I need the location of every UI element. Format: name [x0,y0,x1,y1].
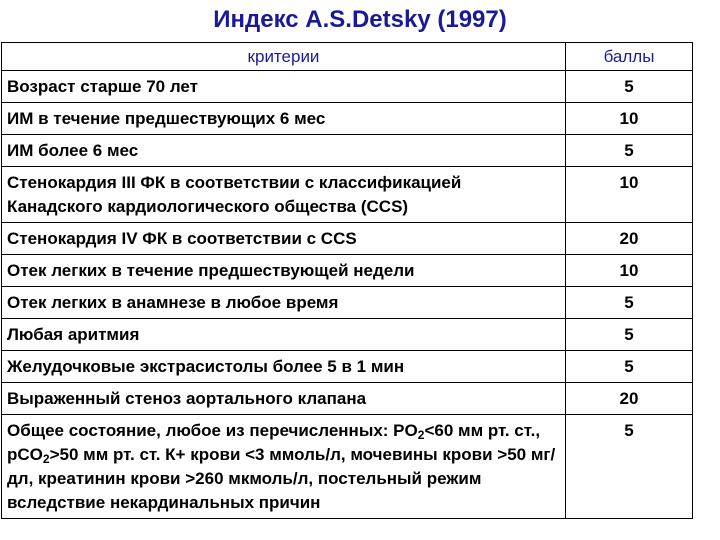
criterion-cell: Желудочковые экстрасистолы более 5 в 1 мин [2,351,566,383]
criterion-text-part: >50 мм рт. ст. К+ крови <3 ммоль/л, мочевины крови >50 мг/дл, креатинин крови >260 мкмоль/л, постельный режим вследствие некардинальных причин [7,445,556,512]
table-row [2,287,693,319]
criterion-text-part: <60 мм рт. ст., pCO [7,421,541,464]
criterion-cell: Стенокардия III ФК в соответствии с классификацией Канадского кардиологического общества (CCS) [2,167,566,223]
points-cell: 5 [566,415,693,519]
points-cell: 20 [566,383,693,415]
detsky-index-table [1,42,693,519]
points-cell: 5 [566,135,693,167]
points-cell: 5 [566,319,693,351]
table-row [2,135,693,167]
table-row [2,223,693,255]
table-row [2,383,693,415]
criterion-cell: ИМ в течение предшествующих 6 мес [2,103,566,135]
table-row [2,319,693,351]
criterion-cell-general-condition [2,415,566,519]
points-cell: 5 [566,351,693,383]
page-title: Индекс A.S.Detsky (1997) [213,6,507,33]
column-header-points: баллы [566,43,693,71]
table-row [2,415,693,519]
criterion-cell: Стенокардия IV ФК в соответствии с CCS [2,223,566,255]
table-row [2,167,693,223]
criterion-cell: Возраст старше 70 лет [2,71,566,103]
points-cell: 20 [566,223,693,255]
criterion-cell: ИМ более 6 мес [2,135,566,167]
table-row [2,103,693,135]
points-cell: 10 [566,167,693,223]
points-cell: 5 [566,287,693,319]
criterion-cell: Отек легких в течение предшествующей недели [2,255,566,287]
points-cell: 10 [566,103,693,135]
table-header-row [2,43,693,71]
points-cell: 10 [566,255,693,287]
criterion-text-part: Общее состояние, любое из перечисленных: PO [7,421,418,440]
subscript: 2 [42,452,50,466]
subscript: 2 [417,428,425,442]
criterion-cell: Выраженный стеноз аортального клапана [2,383,566,415]
table-row [2,351,693,383]
table-row [2,71,693,103]
table-row [2,255,693,287]
criterion-cell: Отек легких в анамнезе в любое время [2,287,566,319]
points-cell: 5 [566,71,693,103]
criterion-cell: Любая аритмия [2,319,566,351]
column-header-criteria: критерии [2,43,566,71]
